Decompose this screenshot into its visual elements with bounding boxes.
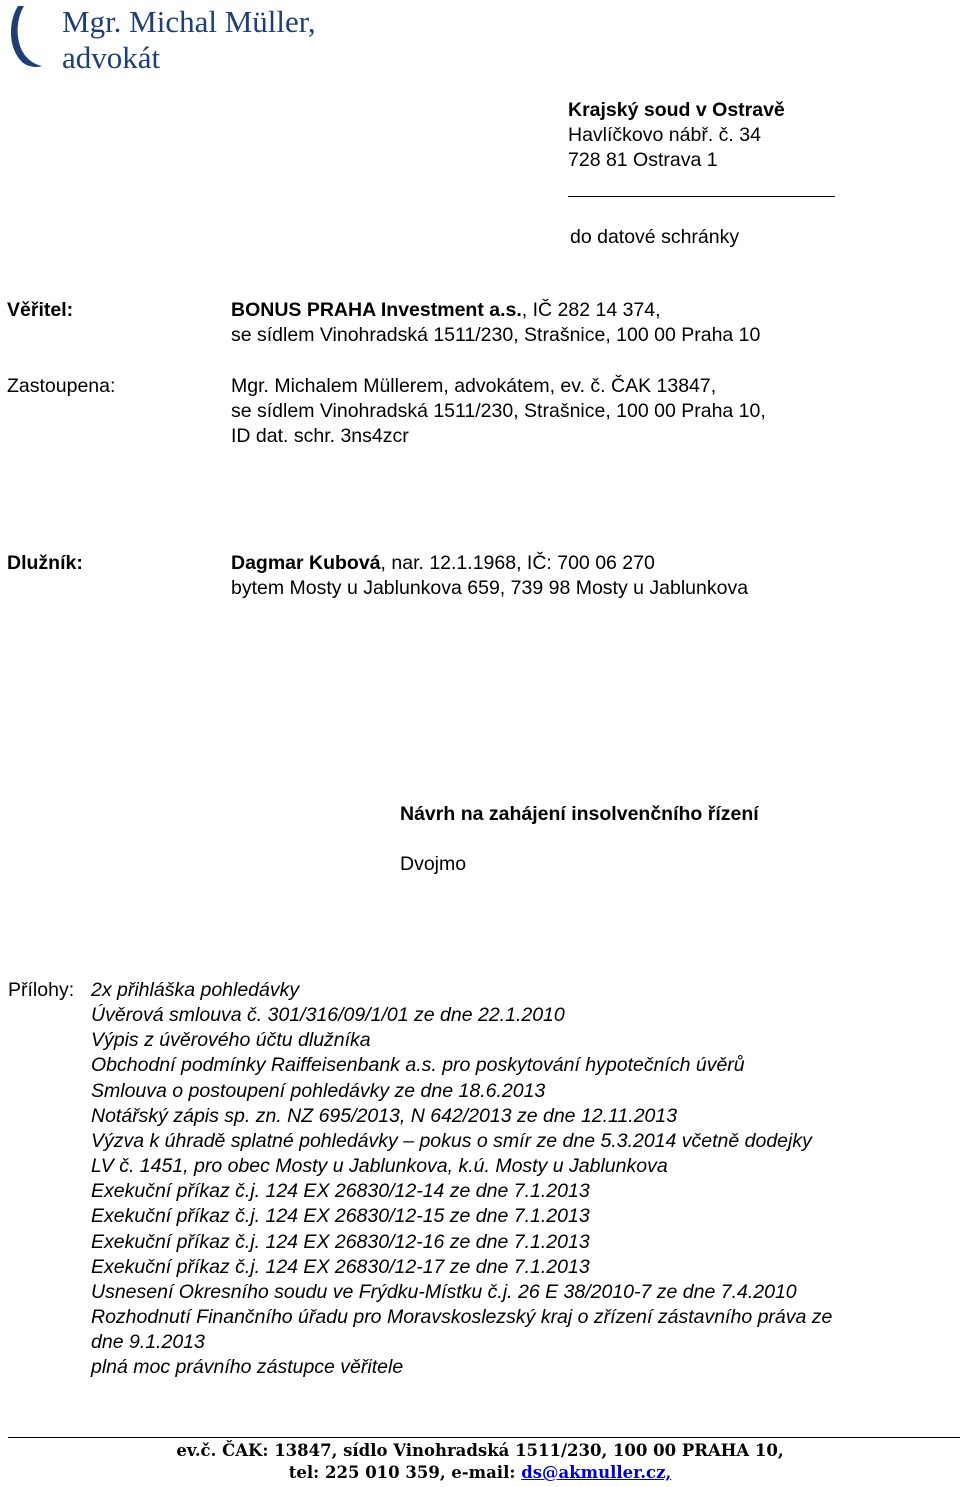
creditor-name-line	[231, 298, 760, 323]
debtor-address: bytem Mosty u Jablunkova 659, 739 98 Mosty u Jablunkova	[231, 577, 749, 599]
copies-note: Dvojmo	[400, 853, 467, 875]
representative-block	[231, 374, 766, 449]
firm-name-line1: Mgr. Michal Müller,	[62, 4, 316, 39]
court-name: Krajský soud v Ostravě	[568, 99, 785, 121]
recipient-address	[568, 98, 785, 173]
attachment-item: LV č. 1451, pro obec Mosty u Jablunkova, k.ú. Mosty u Jablunkova	[91, 1155, 668, 1178]
firm-name	[62, 4, 316, 76]
court-street: Havlíčkovo nábř. č. 34	[568, 124, 761, 146]
attachment-item: Notářský zápis sp. zn. NZ 695/2013, N 642/2013 ze dne 12.11.2013	[91, 1104, 678, 1127]
attachment-item: dne 9.1.2013	[91, 1331, 205, 1354]
attachments-list	[91, 978, 832, 1381]
attachment-item: plná moc právního zástupce věřitele	[91, 1356, 404, 1379]
debtor-details: , nar. 12.1.1968, IČ: 700 06 270	[380, 552, 655, 574]
firm-name-line2: advokát	[62, 40, 161, 75]
swoosh-logo-icon	[8, 4, 44, 70]
footer-divider	[8, 1437, 960, 1438]
representative-label: Zastoupena:	[7, 375, 116, 397]
attachment-item: Exekuční příkaz č.j. 124 EX 26830/12-17 ze dne 7.1.2013	[91, 1255, 590, 1278]
delivery-method: do datové schránky	[570, 226, 740, 248]
representative-line3: ID dat. schr. 3ns4zcr	[231, 425, 409, 447]
creditor-label: Věřitel:	[7, 299, 74, 321]
document-title: Návrh na zahájení insolvenčního řízení	[400, 803, 759, 825]
creditor-block	[231, 298, 760, 348]
attachment-item: Obchodní podmínky Raiffeisenbank a.s. pro poskytování hypotečních úvěrů	[91, 1054, 745, 1077]
attachments-label: Přílohy:	[8, 979, 75, 1001]
representative-line1: Mgr. Michalem Müllerem, advokátem, ev. č. ČAK 13847,	[231, 375, 717, 397]
attachment-item: 2x přihláška pohledávky	[91, 979, 300, 1001]
footer-line2	[0, 1462, 960, 1484]
footer-contact: tel: 225 010 359, e-mail:	[288, 1463, 522, 1482]
address-divider	[568, 196, 835, 197]
debtor-name-line	[231, 551, 748, 576]
attachment-item: Smlouva o postoupení pohledávky ze dne 18.6.2013	[91, 1079, 546, 1102]
footer	[0, 1440, 960, 1484]
debtor-block	[231, 551, 748, 601]
attachment-item: Exekuční příkaz č.j. 124 EX 26830/12-15 ze dne 7.1.2013	[91, 1205, 590, 1228]
attachment-item: Usnesení Okresního soudu ve Frýdku-Místku č.j. 26 E 38/2010-7 ze dne 7.4.2010	[91, 1280, 797, 1303]
email-link[interactable]: ds@akmuller.cz,	[521, 1463, 672, 1482]
creditor-address: se sídlem Vinohradská 1511/230, Strašnice, 100 00 Praha 10	[231, 324, 761, 346]
creditor-id: , IČ 282 14 374,	[521, 299, 661, 321]
attachment-item: Úvěrová smlouva č. 301/316/09/1/01 ze dne 22.1.2010	[91, 1004, 565, 1027]
debtor-label: Dlužník:	[7, 552, 83, 574]
debtor-name: Dagmar Kubová	[231, 552, 381, 574]
attachment-item: Exekuční příkaz č.j. 124 EX 26830/12-14 ze dne 7.1.2013	[91, 1180, 590, 1203]
footer-line1: ev.č. ČAK: 13847, sídlo Vinohradská 1511/230, 100 00 PRAHA 10,	[176, 1441, 784, 1460]
attachment-item: Exekuční příkaz č.j. 124 EX 26830/12-16 ze dne 7.1.2013	[91, 1230, 590, 1253]
court-city: 728 81 Ostrava 1	[568, 149, 718, 171]
attachment-item: Výpis z úvěrového účtu dlužníka	[91, 1029, 371, 1052]
representative-line2: se sídlem Vinohradská 1511/230, Strašnice, 100 00 Praha 10,	[231, 400, 766, 422]
creditor-name: BONUS PRAHA Investment a.s.	[231, 299, 522, 321]
attachment-item: Výzva k úhradě splatné pohledávky – pokus o smír ze dne 5.3.2014 včetně dodejky	[91, 1129, 812, 1152]
attachment-item: Rozhodnutí Finančního úřadu pro Moravskoslezský kraj o zřízení zástavního práva ze	[91, 1306, 833, 1329]
